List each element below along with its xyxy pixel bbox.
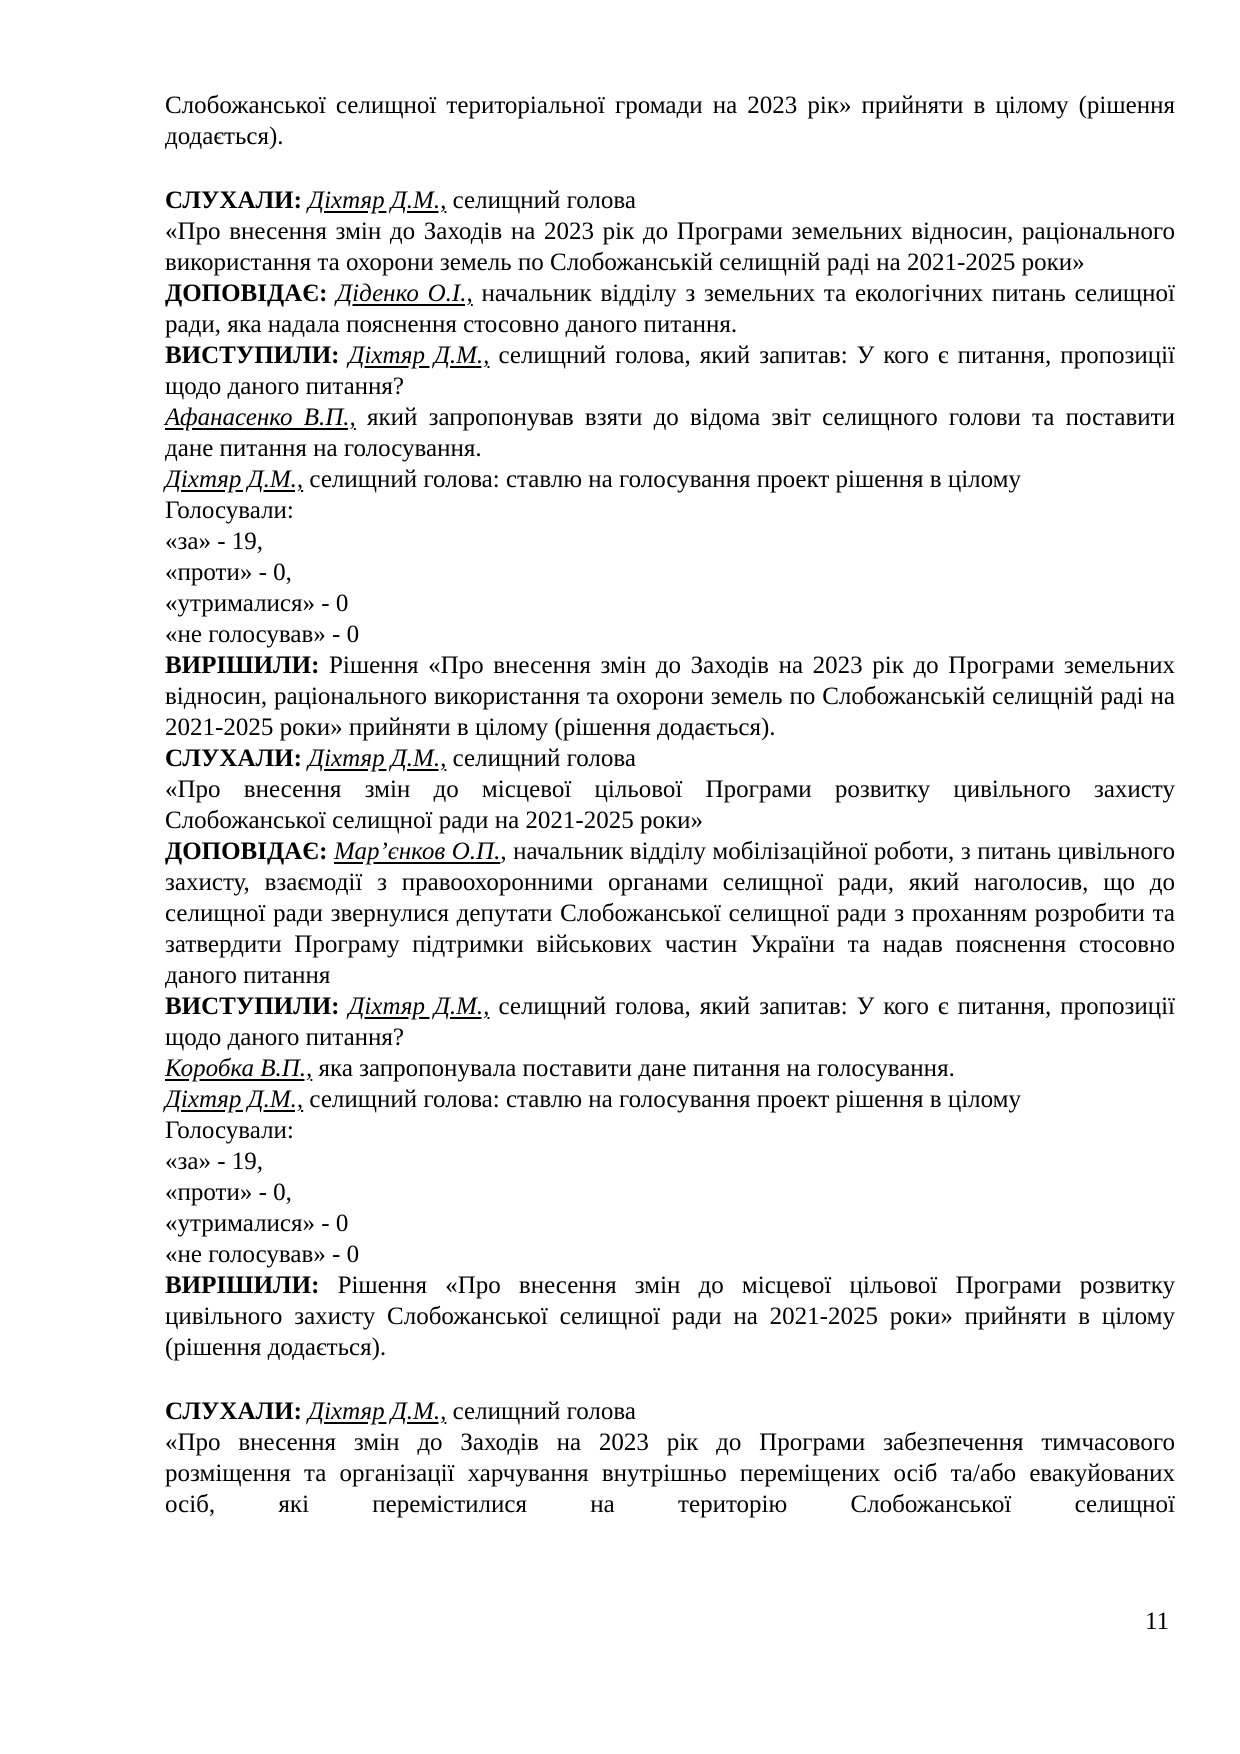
speaker-name: Коробка В.П., — [165, 1055, 313, 1082]
vystupyly-text: селищний голова, який запитав: У кого є питання, пропозиції щодо даного питання? — [165, 993, 1176, 1051]
vyrishyly-text: Рішення «Про внесення змін до місцевої цільової Програми розвитку цивільного захисту Слобожанської селищної ради на 2021-2025 роки» прийняти в цілому (рішення додається). — [165, 1272, 1175, 1361]
speaker-role: селищний голова — [446, 745, 636, 772]
dopovidae-paragraph — [165, 836, 1175, 991]
vote-for: «за» - 19, — [165, 1148, 264, 1175]
vyrishyly-paragraph — [165, 1270, 1175, 1363]
vystupyly-label: ВИСТУПИЛИ: — [165, 342, 340, 369]
dopovidae-label: ДОПОВІДАЄ: — [165, 838, 328, 865]
speaker-text: селищний голова: ставлю на голосування проект рішення в цілому — [303, 466, 1021, 493]
dopovidae-text: начальник відділу з земельних та екологічних питань селищної ради, яка надала пояснення стосовно даного питання. — [165, 280, 1175, 338]
speaker-paragraph — [165, 1084, 1175, 1115]
speaker-name: Діденко О.І., — [336, 280, 473, 307]
vystupyly-text: селищний голова, який запитав: У кого є питання, пропозиції щодо даного питання? — [165, 342, 1176, 400]
speaker-name: Мар’єнков О.П. — [334, 838, 501, 865]
vystupyly-paragraph — [165, 991, 1175, 1053]
vote-abstain: «утрималися» - 0 — [165, 590, 349, 617]
intro-paragraph: Слобожанської селищної територіальної громади на 2023 рік» прийняти в цілому (рішення додається). — [165, 92, 1175, 150]
vyrishyly-paragraph — [165, 650, 1175, 743]
speaker-text: селищний голова: ставлю на голосування проект рішення в цілому — [303, 1086, 1021, 1113]
voting-header: Голосували: — [165, 1117, 294, 1144]
slukhaly-line — [165, 185, 1175, 216]
speaker-name: Діхтяр Д.М., — [308, 745, 447, 772]
vyrishyly-label: ВИРІШИЛИ: — [165, 1272, 320, 1299]
speaker-paragraph — [165, 464, 1175, 495]
voting-header: Голосували: — [165, 497, 294, 524]
speaker-name: Діхтяр Д.М., — [165, 1086, 304, 1113]
speaker-name: Діхтяр Д.М., — [165, 466, 304, 493]
vote-against: «проти» - 0, — [165, 1179, 292, 1206]
dopovidae-label: ДОПОВІДАЄ: — [165, 280, 328, 307]
speaker-text: яка запропонувала поставити дане питання на голосування. — [312, 1055, 955, 1082]
speaker-paragraph — [165, 1053, 1175, 1084]
vote-abstain: «утрималися» - 0 — [165, 1210, 349, 1237]
topic-paragraph: «Про внесення змін до місцевої цільової Програми розвитку цивільного захисту Слобожанської селищної ради на 2021-2025 роки» — [165, 776, 1175, 834]
vystupyly-label: ВИСТУПИЛИ: — [165, 993, 340, 1020]
slukhaly-line — [165, 1396, 1175, 1427]
speaker-text: який запропонував взяти до відома звіт селищного голови та поставити дане питання на голосування. — [165, 404, 1175, 462]
slukhaly-label: СЛУХАЛИ: — [165, 1398, 302, 1425]
speaker-name: Афанасенко В.П., — [165, 404, 356, 431]
dopovidae-text: , начальник відділу мобілізаційної роботи, з питань цивільного захисту, взаємодії з правоохоронними органами селищної ради, який наголосив, що до селищної ради звернулися депутати Слобожанської селищної ради з проханням розробити та затвердити Програму підтримки військових частин України та надав пояснення стосовно даного питання — [165, 838, 1175, 989]
speaker-paragraph — [165, 402, 1175, 464]
speaker-name: Діхтяр Д.М., — [348, 342, 490, 369]
vyrishyly-text: Рішення «Про внесення змін до Заходів на 2023 рік до Програми земельних відносин, раціонального використання та охорони земель по Слобожанській селищній раді на 2021-2025 роки» прийняти в цілому (рішення додається). — [165, 652, 1175, 741]
topic-paragraph: «Про внесення змін до Заходів на 2023 рік до Програми забезпечення тимчасового розміщення та організації харчування внутрішньо переміщених осіб та/або евакуйованих осіб, які перемістилися на територію Слобожанської селищної — [165, 1429, 1175, 1518]
slukhaly-label: СЛУХАЛИ: — [165, 187, 302, 214]
speaker-name: Діхтяр Д.М., — [308, 187, 447, 214]
topic-paragraph: «Про внесення змін до Заходів на 2023 рік до Програми земельних відносин, раціонального використання та охорони земель по Слобожанській селищній раді на 2021-2025 роки» — [165, 218, 1175, 276]
vyrishyly-label: ВИРІШИЛИ: — [165, 652, 320, 679]
vote-none: «не голосував» - 0 — [165, 1241, 360, 1268]
page-number: 11 — [1145, 1608, 1170, 1635]
spacer — [165, 1363, 1175, 1396]
speaker-name: Діхтяр Д.М., — [308, 1398, 447, 1425]
slukhaly-label: СЛУХАЛИ: — [165, 745, 302, 772]
speaker-name: Діхтяр Д.М., — [348, 993, 490, 1020]
dopovidae-paragraph — [165, 278, 1175, 340]
vote-against: «проти» - 0, — [165, 559, 292, 586]
vystupyly-paragraph — [165, 340, 1175, 402]
speaker-role: селищний голова — [446, 187, 636, 214]
speaker-role: селищний голова — [446, 1398, 636, 1425]
slukhaly-line — [165, 743, 1175, 774]
spacer — [165, 152, 1175, 185]
vote-for: «за» - 19, — [165, 528, 264, 555]
vote-none: «не голосував» - 0 — [165, 621, 360, 648]
document-page — [165, 90, 1175, 1520]
